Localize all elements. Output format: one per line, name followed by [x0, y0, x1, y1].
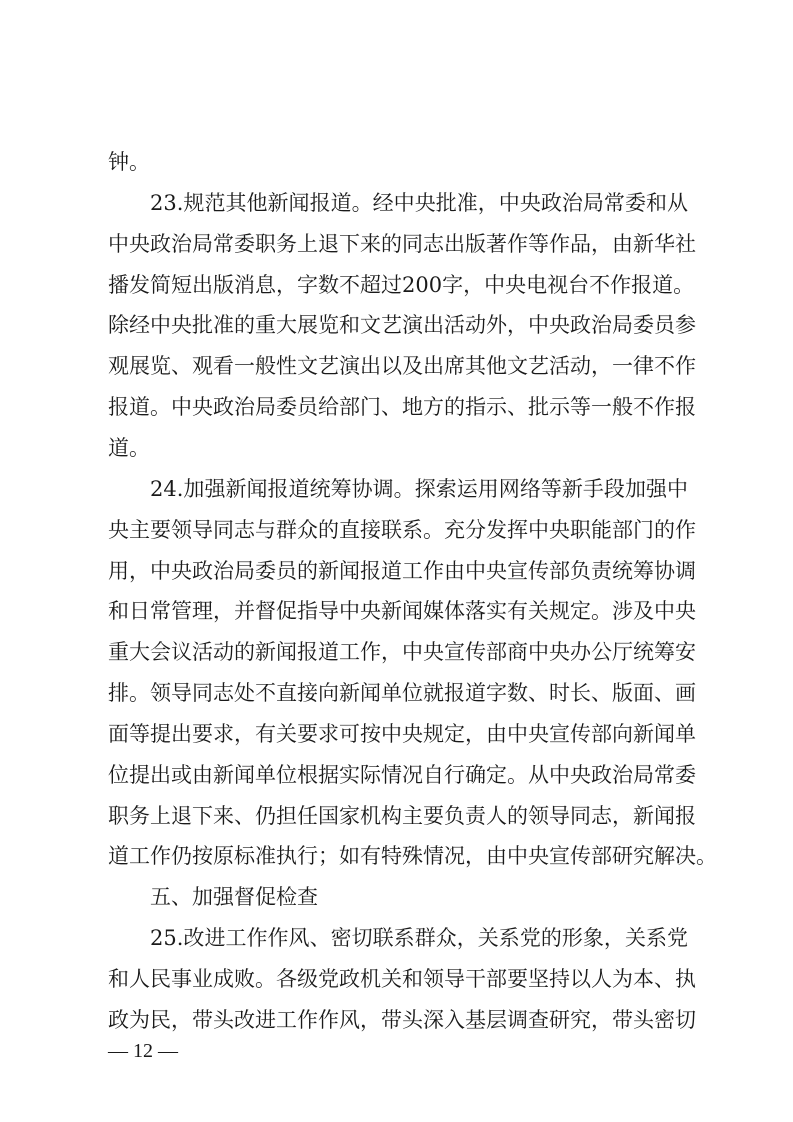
- page-number: — 12 —: [108, 1040, 178, 1062]
- paragraph-line: 面等提出要求，有关要求可按中央规定，由中央宣传部向新闻单: [108, 722, 696, 746]
- paragraph-line: 道。: [108, 436, 150, 460]
- paragraph-line: 23.规范其他新闻报道。经中央批准，中央政治局常委和从: [150, 191, 688, 215]
- paragraph-line: 播发简短出版消息，字数不超过200字，中央电视台不作报道。: [108, 273, 695, 297]
- paragraph-line: 用，中央政治局委员的新闻报道工作由中央宣传部负责统筹协调: [108, 559, 696, 583]
- paragraph-line: 中央政治局常委职务上退下来的同志出版著作等作品，由新华社: [108, 232, 696, 256]
- paragraph-line: 位提出或由新闻单位根据实际情况自行确定。从中央政治局常委: [108, 763, 696, 787]
- paragraph-line: 职务上退下来、仍担任国家机构主要负责人的领导同志，新闻报: [108, 804, 696, 828]
- section-heading: 五、加强督促检查: [150, 885, 318, 909]
- paragraph-line: 道工作仍按原标准执行；如有特殊情况，由中央宣传部研究解决。: [108, 844, 717, 868]
- paragraph-line: 24.加强新闻报道统筹协调。探索运用网络等新手段加强中: [150, 477, 688, 501]
- paragraph-line: 排。领导同志处不直接向新闻单位就报道字数、时长、版面、画: [108, 681, 696, 705]
- paragraph-line: 重大会议活动的新闻报道工作，中央宣传部商中央办公厅统筹安: [108, 640, 696, 664]
- paragraph-line: 政为民，带头改进工作作风，带头深入基层调查研究，带头密切: [108, 1008, 696, 1032]
- paragraph-line: 报道。中央政治局委员给部门、地方的指示、批示等一般不作报: [108, 395, 696, 419]
- paragraph-line: 25.改进工作作风、密切联系群众，关系党的形象，关系党: [150, 926, 688, 950]
- paragraph-line: 和日常管理，并督促指导中央新闻媒体落实有关规定。涉及中央: [108, 599, 696, 623]
- paragraph-line: 观展览、观看一般性文艺演出以及出席其他文艺活动，一律不作: [108, 354, 696, 378]
- paragraph-line: 钟。: [108, 150, 150, 174]
- paragraph-line: 和人民事业成败。各级党政机关和领导干部要坚持以人为本、执: [108, 967, 696, 991]
- paragraph-line: 除经中央批准的重大展览和文艺演出活动外，中央政治局委员参: [108, 313, 696, 337]
- paragraph-line: 央主要领导同志与群众的直接联系。充分发挥中央职能部门的作: [108, 518, 696, 542]
